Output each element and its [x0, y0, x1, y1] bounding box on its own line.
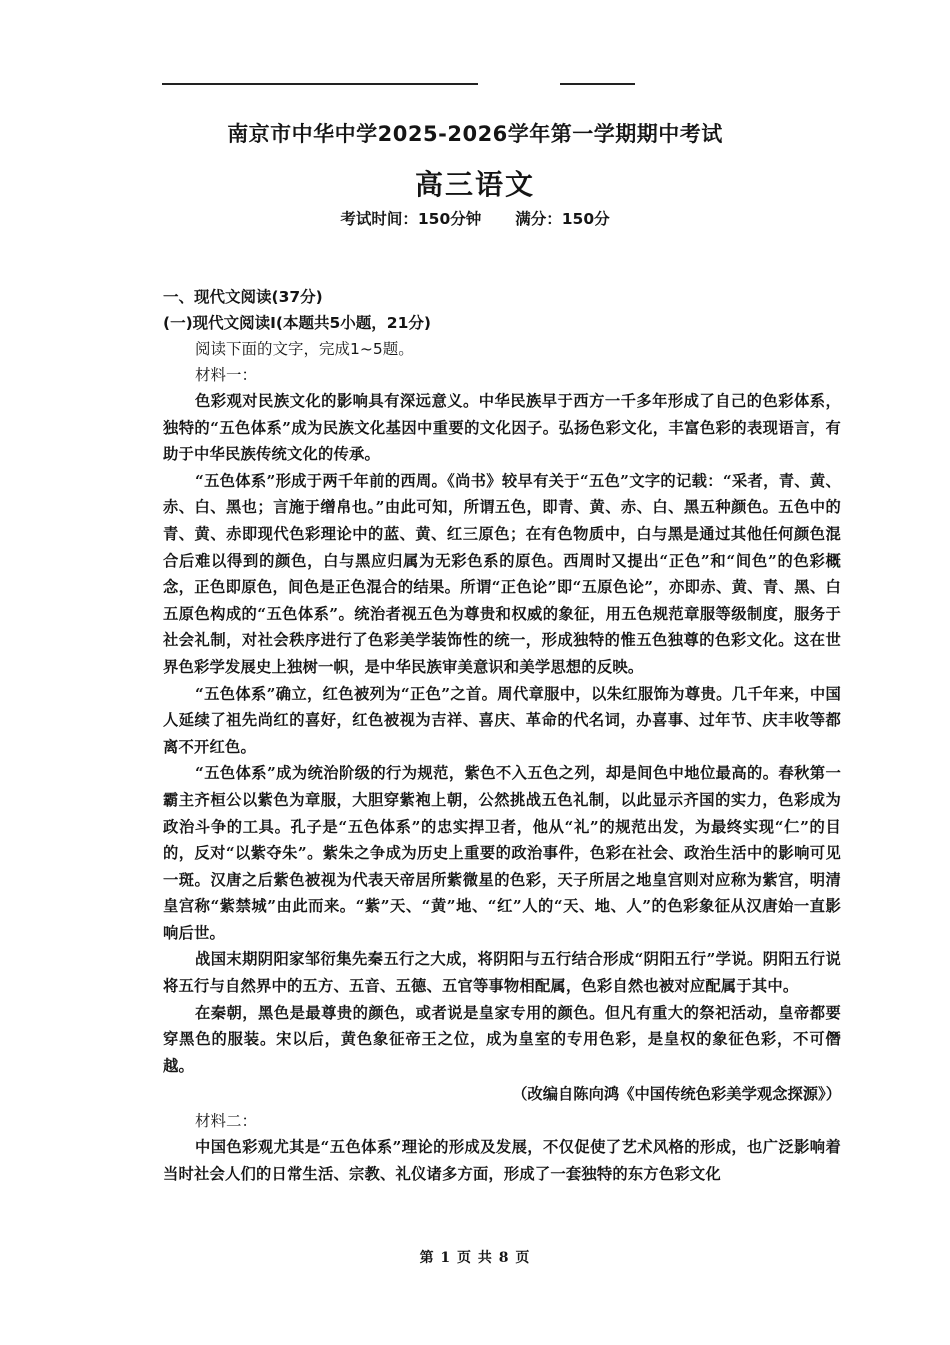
subject-title: 高三语文	[414, 168, 535, 201]
material-one-label: 材料一：	[195, 366, 258, 384]
exam-time: 考试时间：150分钟	[340, 210, 482, 228]
material-one-paragraph: 色彩观对民族文化的影响具有深远意义。中华民族早于西方一千多年形成了自己的色彩体系，独特的“五色体系”成为民族文化基因中重要的文化因子。弘扬色彩文化，丰富色彩的表现语言，有助于中华民族传统文化的传承。	[163, 392, 841, 464]
header-rule-left	[162, 83, 478, 85]
exam-content	[163, 284, 841, 1188]
material-one-paragraph: 战国末期阴阳家邹衍集先秦五行之大成，将阴阳与五行结合形成“阴阳五行”学说。阴阳五行说将五行与自然界中的五方、五音、五德、五官等事物相配属，色彩自然也被对应配属于其中。	[163, 950, 841, 996]
reading-instruction: 阅读下面的文字，完成1~5题。	[195, 340, 414, 358]
page-footer: 第 1 页 共 8 页	[419, 1250, 531, 1266]
exam-full-score: 满分：150分	[515, 210, 610, 228]
material-one-paragraph: 在秦朝，黑色是最尊贵的颜色，或者说是皇家专用的颜色。但凡有重大的祭祀活动，皇帝都要穿黑色的服装。宋以后，黄色象征帝王之位，成为皇室的专用色彩，是皇权的象征色彩，不可僭越。	[163, 1003, 841, 1075]
header-rule-right	[560, 83, 635, 85]
material-two-paragraph: 中国色彩观尤其是“五色体系”理论的形成及发展，不仅促使了艺术风格的形成，也广泛影响着当时社会人们的日常生活、宗教、礼仪诸多方面，形成了一套独特的东方色彩文化	[163, 1138, 841, 1184]
material-one-source: （改编自陈向鸿《中国传统色彩美学观念探源》）	[512, 1085, 841, 1104]
section-heading: 一、现代文阅读(37分)	[163, 288, 323, 306]
material-one-paragraph: “五色体系”确立，红色被列为“正色”之首。周代章服中，以朱红服饰为尊贵。几千年来，中国人延续了祖先尚红的喜好，红色被视为吉祥、喜庆、革命的代名词，办喜事、过年节、庆丰收等都离不开红色。	[163, 684, 841, 756]
material-two-label: 材料二：	[195, 1112, 258, 1131]
exam-meta	[0, 207, 950, 229]
material-one-paragraph: “五色体系”成为统治阶级的行为规范，紫色不入五色之列，却是间色中地位最高的。春秋第一霸主齐桓公以紫色为章服，大胆穿紫袍上朝，公然挑战五色礼制，以此显示齐国的实力，色彩成为政治斗争的工具。孔子是“五色体系”的忠实捍卫者，他从“礼”的规范出发，为最终实现“仁”的目的，反对“以紫夺朱”。紫朱之争成为历史上重要的政治事件，色彩在社会、政治生活中的影响可见一斑。汉唐之后紫色被视为代表天帝居所紫微星的色彩，天子所居之地皇宫则对应称为紫宫，明清皇宫称“紫禁城”由此而来。“紫”天、“黄”地、“红”人的“天、地、人”的色彩象征从汉唐始一直影响后世。	[163, 764, 841, 942]
exam-title: 南京市中华中学2025-2026学年第一学期期中考试	[227, 122, 723, 146]
material-one-paragraph: “五色体系”形成于两千年前的西周。《尚书》较早有关于“五色”文字的记载：“采者，青、黄、赤、白、黑也；言施于缯帛也。”由此可知，所谓五色，即青、黄、赤、白、黑五种颜色。五色中的青、黄、赤即现代色彩理论中的蓝、黄、红三原色；在有色物质中，白与黑是通过其他任何颜色混合后难以得到的颜色，白与黑应归属为无彩色系的原色。西周时又提出“正色”和“间色”的色彩概念，正色即原色，间色是正色混合的结果。所谓“正色论”即“五原色论”，亦即赤、黄、青、黑、白五原色构成的“五色体系”。统治者视五色为尊贵和权威的象征，用五色规范章服等级制度，服务于社会礼制，对社会秩序进行了色彩美学装饰性的统一，形成独特的惟五色独尊的色彩文化。这在世界色彩学发展史上独树一帜，是中华民族审美意识和美学思想的反映。	[163, 471, 841, 676]
subsection-heading: (一)现代文阅读Ⅰ(本题共5小题，21分)	[163, 314, 431, 332]
